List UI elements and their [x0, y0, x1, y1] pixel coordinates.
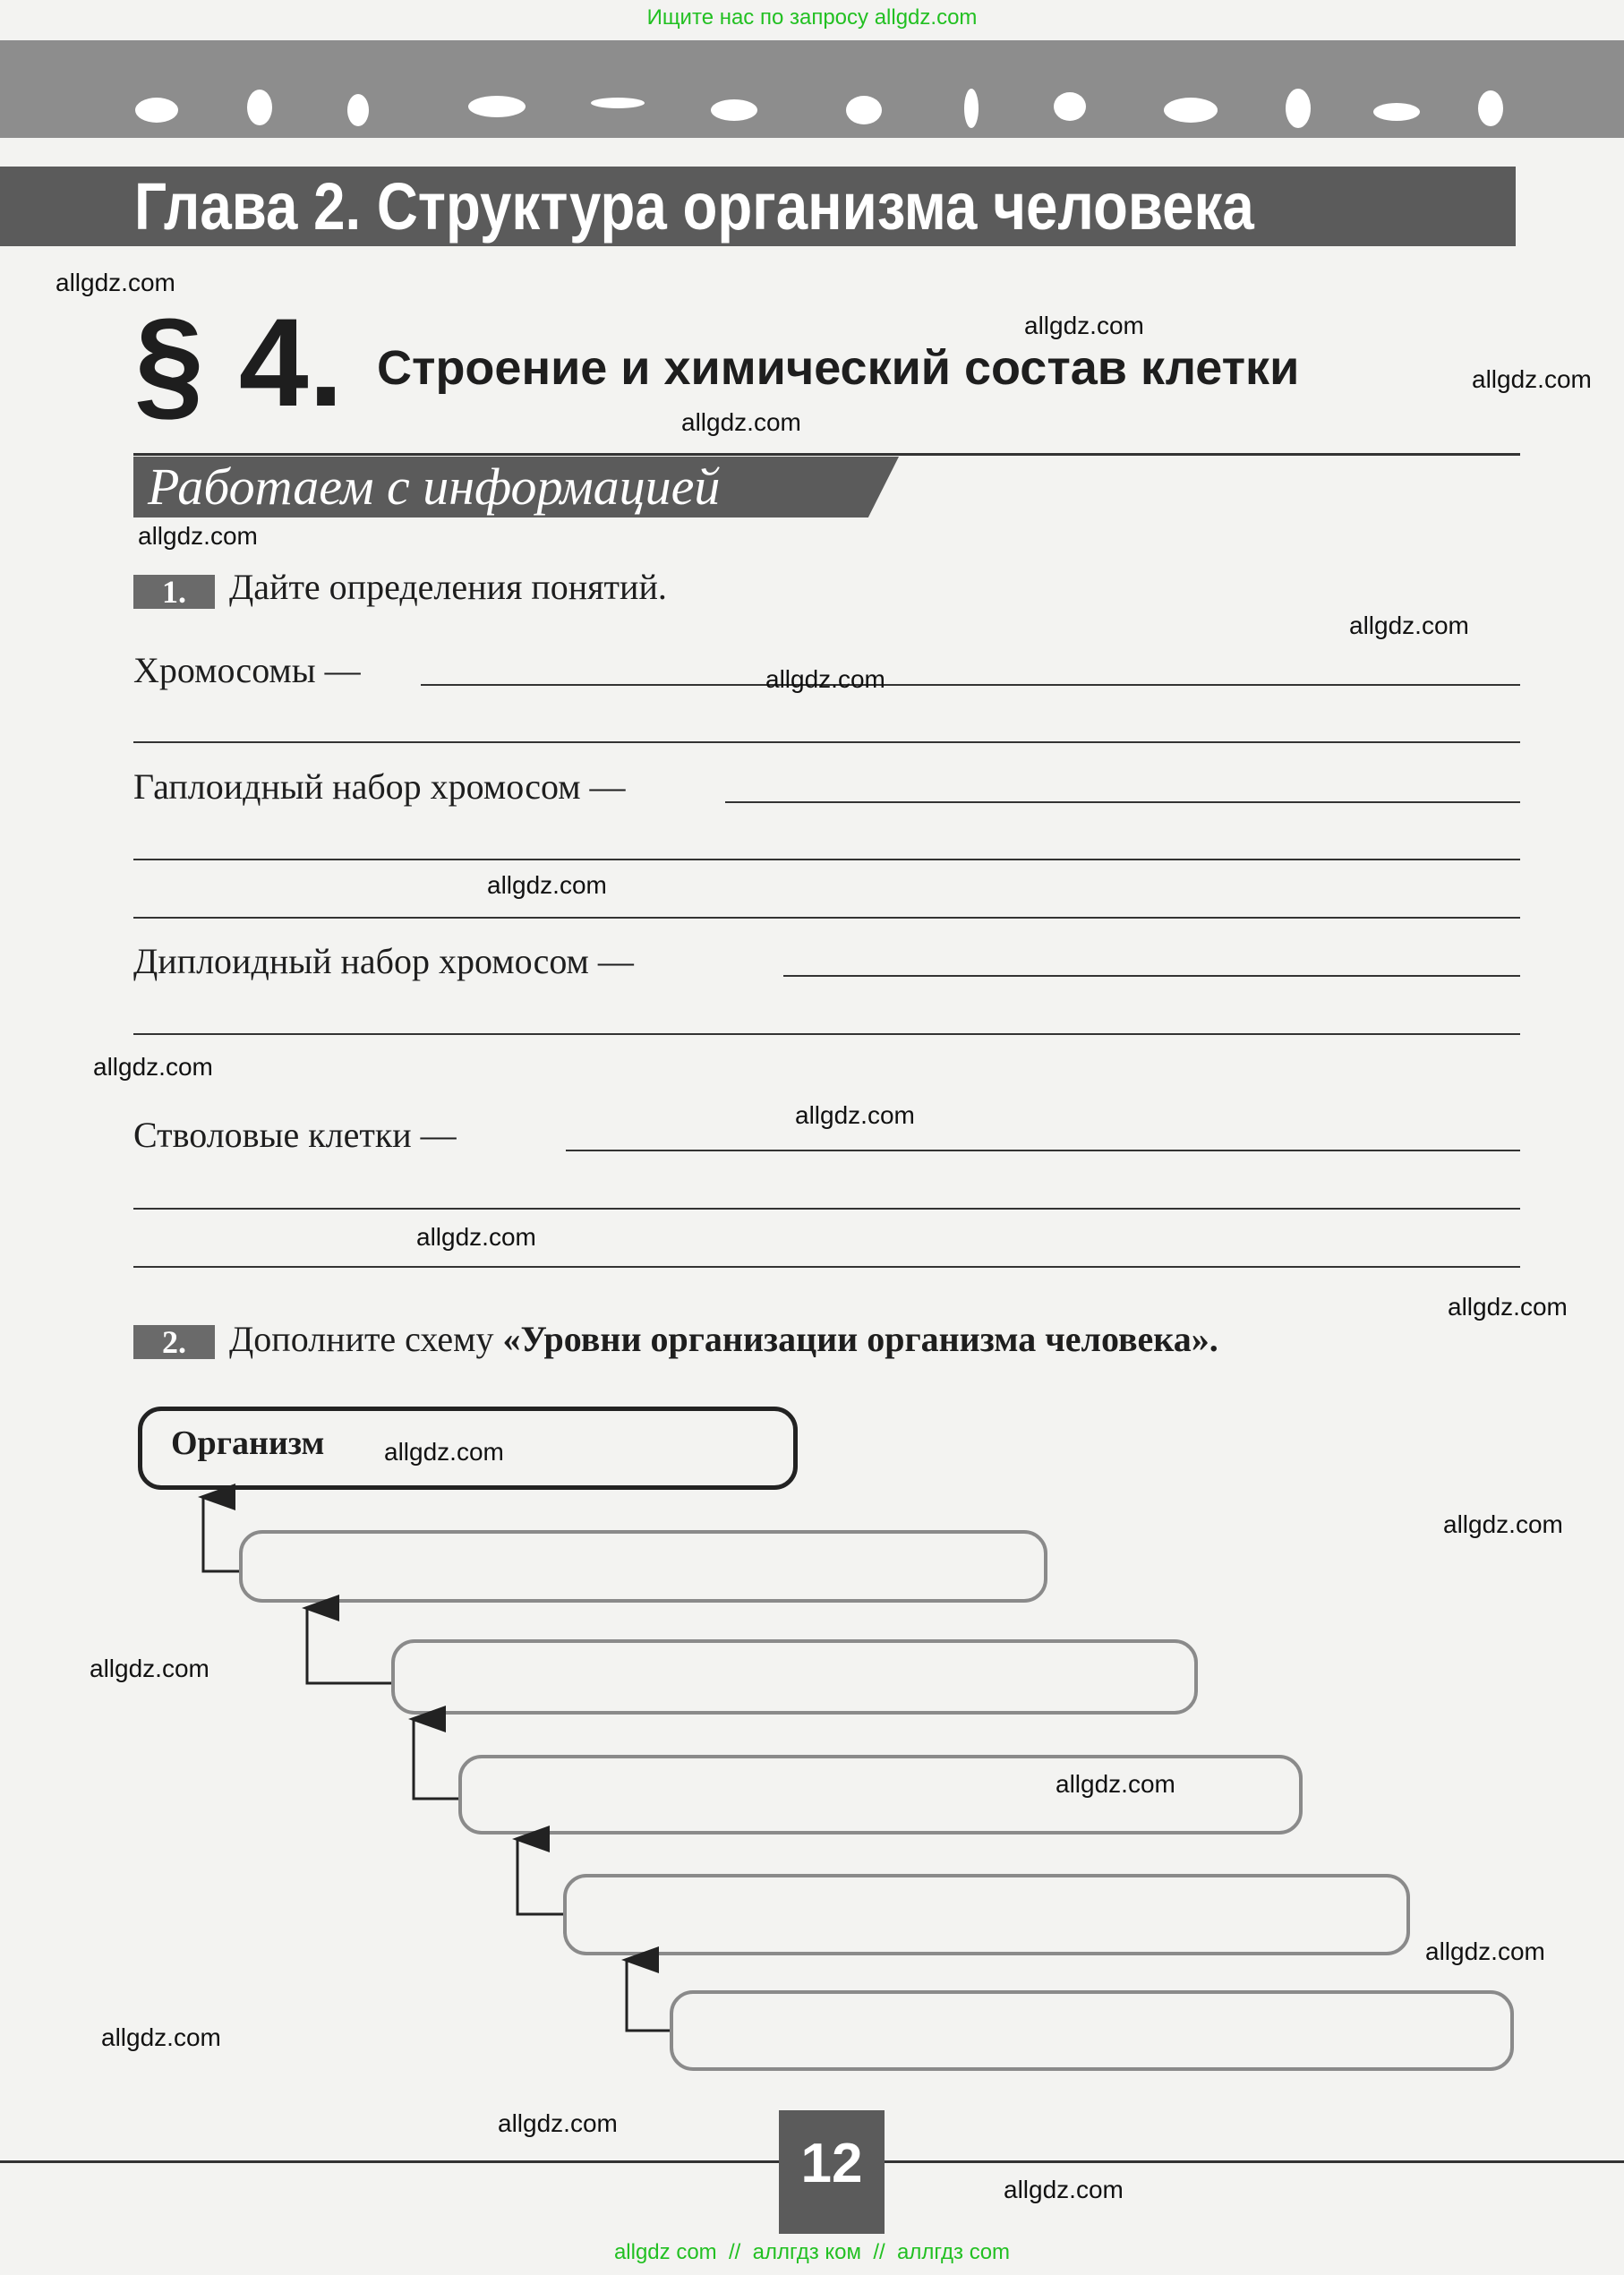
watermark: allgdz.com [498, 2109, 618, 2137]
chapter-title: Глава 2. Структура организма человека [134, 169, 1254, 244]
section-label: Работаем с информацией [148, 458, 721, 516]
watermark: allgdz.com [384, 1438, 504, 1466]
watermark: allgdz.com [1472, 365, 1592, 393]
scheme-organism-label: Организм [171, 1424, 325, 1462]
watermark: allgdz.com [1056, 1770, 1175, 1798]
watermark: allgdz.com [56, 269, 175, 296]
watermark: allgdz.com [681, 408, 801, 436]
watermark: allgdz.com [1349, 612, 1469, 639]
top-watermark-banner: Ищите нас по запросу allgdz.com [646, 5, 978, 30]
term-chromosomes: Хромосомы — [133, 650, 361, 690]
watermark: allgdz.com [487, 871, 607, 899]
paragraph-number: § 4. [134, 292, 344, 432]
task-2-text-bold: «Уровни организации организма человека». [502, 1319, 1218, 1359]
watermark: allgdz.com [101, 2023, 221, 2051]
task-1-text: Дайте определения понятий. [229, 567, 667, 607]
task-number-badge: 2. [133, 1325, 215, 1359]
watermark: allgdz.com [90, 1655, 209, 1682]
term-diploid-set: Диплоидный набор хромосом — [133, 941, 634, 981]
paragraph-title: Строение и химический состав клетки [377, 341, 1300, 395]
watermark: allgdz.com [1024, 312, 1144, 339]
arrow-up-icon [517, 1839, 563, 1914]
bottom-watermark-banner: allgdz com // аллгдз ком // аллгдз com [613, 2240, 1011, 2264]
watermark: allgdz.com [138, 522, 258, 550]
page-number: 12 [779, 2110, 885, 2234]
watermark: allgdz.com [93, 1053, 213, 1081]
watermark: allgdz.com [416, 1223, 536, 1251]
watermark: allgdz.com [765, 665, 885, 693]
task-2-text-plain: Дополните схему [229, 1319, 503, 1359]
watermark: allgdz.com [1443, 1510, 1563, 1538]
arrow-up-icon [307, 1608, 391, 1683]
term-stem-cells: Стволовые клетки — [133, 1115, 457, 1155]
arrow-up-icon [203, 1497, 239, 1571]
watermark: allgdz.com [1425, 1937, 1545, 1965]
arrow-up-icon [414, 1719, 458, 1799]
watermark: allgdz.com [1448, 1293, 1568, 1321]
watermark: allgdz.com [795, 1101, 915, 1129]
term-haploid-set: Гаплоидный набор хромосом — [133, 766, 626, 807]
watermark: allgdz.com [1004, 2176, 1124, 2203]
task-number-badge: 1. [133, 575, 215, 609]
arrow-up-icon [627, 1960, 670, 2031]
